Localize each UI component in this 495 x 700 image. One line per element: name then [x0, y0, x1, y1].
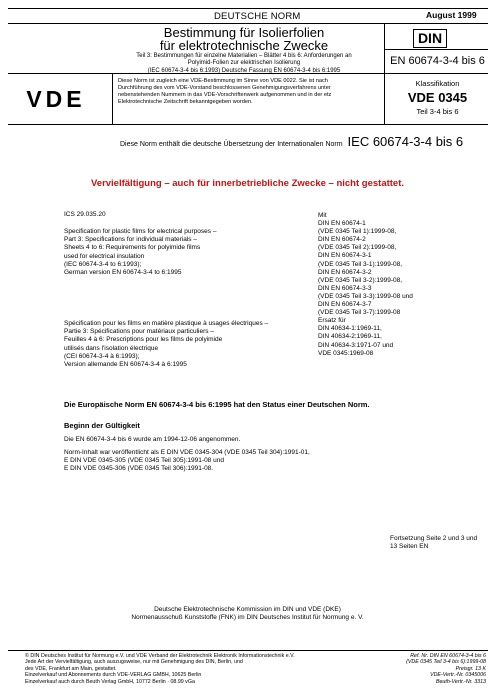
related-standards-line: DIN 40634-2:1969-11, — [318, 333, 382, 341]
english-title-line: Part 3: Specifications for individual materials – — [64, 236, 197, 244]
related-standards-line: DIN 40634-3:1971-07 und — [318, 341, 394, 349]
document-type: DEUTSCHE NORM — [214, 11, 301, 22]
main-title-line: Bestimmung für Isolierfolien — [163, 25, 325, 40]
reference-line: VDE-Vertr.-Nr. 0345006 — [430, 672, 486, 679]
right-column-divider — [384, 23, 385, 124]
reference-line: Preisgr. 13 K — [455, 665, 486, 672]
status-statement: Die Europäische Norm EN 60674-3-4 bis 6:1995 hat den Status einer Deutschen Norm. — [64, 400, 370, 409]
vde-note-line: Diese Norm ist zugleich eine VDE-Bestimmung im Sinne von VDE 0022. Sie ist nach — [118, 78, 328, 84]
copyright-line: Jede Art der Vervielfältigung, auch auszugsweise, nur mit Genehmigung des DIN, Berlin, und — [25, 659, 243, 666]
standard-number: EN 60674-3-4 bis 6 — [390, 55, 485, 67]
french-title-line: (CEI 60674-3-4 à 6:1993); — [64, 352, 140, 360]
validity-heading: Beginn der Gültigkeit — [64, 421, 140, 430]
classification-number: VDE 0345 — [407, 90, 468, 105]
footer-rule — [8, 650, 488, 651]
reference-info — [366, 653, 486, 685]
din-logo: DIN — [413, 29, 447, 48]
title-block — [108, 26, 380, 75]
continuation-line: 13 Seiten EN — [390, 543, 429, 551]
copyright-notice — [25, 653, 355, 685]
subtitle — [108, 53, 380, 75]
related-standards-line: DIN EN 60674-1 — [318, 220, 366, 228]
vde-note-line: nebenstehenden Nummern in das VDE-Vorschriftenwerk aufgenommen und in der etz — [118, 92, 332, 98]
english-title-line: Sheets 4 to 6: Requirements for polyimide films — [64, 244, 201, 252]
english-title-line: German version EN 60674-3-4 to 6:1995 — [64, 269, 182, 277]
top-rule — [8, 8, 488, 9]
related-standards-line: (VDE 0345 Teil 1):1999-08, — [318, 228, 397, 236]
din-logo-rule — [384, 49, 488, 50]
continuation-note — [390, 535, 477, 551]
international-norm-number: IEC 60674-3-4 bis 6 — [347, 134, 464, 149]
reference-line: (VDE 0345 Teil 3-4 bis 6):1999-08 — [406, 659, 486, 666]
english-title-line: Specification for plastic films for electrical purposes – — [64, 228, 217, 235]
vde-logo — [9, 80, 103, 118]
classification-label: Klassifikation — [415, 79, 460, 88]
related-standards-line: DIN EN 60674-3-1 — [318, 252, 372, 260]
left-column-divider — [112, 73, 113, 124]
related-standards-line: (VDE 0345 Teil 3-7):1999-08 — [318, 309, 401, 317]
related-standards-line: Mit — [318, 212, 327, 219]
copyright-line: © DIN Deutsches Institut für Normung e.V. und VDE Verband der Elektrotechnik Elektronik Informationstechnik e.V. — [25, 653, 295, 659]
related-standards-line: Ersatz für — [318, 317, 346, 325]
vde-note-line: Elektrotechnische Zeitschrift bekanntgegeben worden. — [118, 99, 253, 105]
copy-warning: Vervielfältigung – auch für innerbetriebliche Zwecke – nicht gestattet. — [90, 178, 405, 189]
related-standards — [318, 212, 488, 358]
french-title-line: Feuilles 4 à 6: Prescriptions pour les films de polyimide — [64, 336, 223, 344]
draft-history — [64, 449, 464, 474]
subtitle-line: Polyimid-Folien zur elektrischen Isolierung — [187, 60, 301, 67]
related-standards-line: DIN EN 60674-3-7 — [318, 301, 372, 309]
related-standards-line: DIN EN 60674-2 — [318, 236, 366, 244]
related-standards-line: (VDE 0345 Teil 3-1):1999-08, — [318, 260, 403, 268]
vde-note — [118, 78, 380, 106]
continuation-line: Fortsetzung Seite 2 und 3 und — [390, 535, 478, 542]
related-standards-line: (VDE 0345 Teil 3-2):1999-08, — [318, 276, 403, 284]
ics-code: ICS 29.035.20 — [64, 211, 106, 218]
related-standards-line: (VDE 0345 Teil 2):1999-08, — [318, 244, 397, 252]
header-rule — [8, 23, 488, 24]
french-title — [64, 320, 314, 369]
english-title — [64, 228, 304, 277]
classification-part: Teil 3-4 bis 6 — [416, 107, 459, 116]
related-standards-line: DIN EN 60674-3-3 — [318, 284, 372, 292]
french-title-line: utilisés dans l'isolation électrique — [64, 344, 159, 352]
international-norm-text: Diese Norm enthält die deutsche Übersetzung der Internationalen Norm — [120, 141, 343, 148]
classification-block — [386, 79, 489, 116]
draft-history-line: E DIN VDE 0345-305 (VDE 0345 Teil 305):1991-08 und — [64, 457, 224, 465]
english-title-line: (IEC 60674-3-4 to 6:1993); — [64, 260, 142, 268]
draft-history-line: Norm-Inhalt war veröffentlicht als E DIN VDE 0345-304 (VDE 0345 Teil 304):1991-01, — [64, 449, 310, 456]
subtitle-line: (IEC 60674-3-4 bis 6:1993) Deutsche Fassung EN 60674-3-4 bis 6:1995 — [147, 67, 341, 74]
reference-line: Beuth-Vertr.-Nr. 3313 — [435, 678, 486, 685]
related-standards-line: VDE 0345:1969-08 — [318, 349, 374, 357]
vde-note-line: Durchführung des vom VDE-Vorstand beschlossenen Genehmigungsverfahrens unter — [118, 85, 331, 91]
vde-block-bottom-rule — [8, 124, 488, 125]
validity-text: Die EN 60674-3-4 bis 6 wurde am 1994-12-06 angenommen. — [64, 436, 241, 443]
subtitle-line: Teil 3: Bestimmungen für einzelne Materialien – Blätter 4 bis 6: Anforderungen an — [136, 53, 352, 59]
french-title-line: Spécification pour les films en matière plastique à usages électriques – — [64, 320, 269, 327]
copyright-line: des VDE, Frankfurt am Main, gestattet. — [25, 665, 117, 672]
publication-date: August 1999 — [426, 10, 477, 20]
related-standards-line: DIN 40634-1:1969-11, — [318, 325, 382, 333]
copyright-line: Einzelverkauf auch durch Beuth Verlag GmbH, 10772 Berlin · 08.99 vGa — [25, 678, 195, 685]
responsible-committee — [0, 606, 495, 622]
committee-line: Deutsche Elektrotechnische Kommission im DIN und VDE (DKE) — [154, 606, 341, 613]
committee-line: Normenausschuß Kunststoffe (FNK) im DIN Deutsches Institut für Normung e. V. — [131, 614, 364, 622]
draft-history-line: E DIN VDE 0345-306 (VDE 0345 Teil 306):1991-08. — [64, 465, 214, 473]
english-title-line: used for electrical insulation — [64, 252, 145, 260]
main-title — [108, 26, 380, 52]
related-standards-line: DIN EN 60674-3-2 — [318, 268, 372, 276]
french-title-line: Partie 3: Spécifications pour matériaux particuliers – — [64, 328, 214, 336]
reference-line: Ref. Nr. DIN EN 60674-3-4 bis 6 — [410, 653, 486, 659]
vde-logo-text: VDE — [26, 85, 86, 112]
international-norm-line — [120, 134, 463, 149]
main-title-line: für elektrotechnische Zwecke — [159, 38, 329, 53]
french-title-line: Version allemande EN 60674-3-4 à 6:1995 — [64, 361, 187, 369]
copyright-line: Einzelverkauf und Abonnements durch VDE-VERLAG GMBH, 10625 Berlin — [25, 672, 202, 679]
related-standards-line: (VDE 0345 Teil 3-3):1999-08 und — [318, 292, 413, 300]
